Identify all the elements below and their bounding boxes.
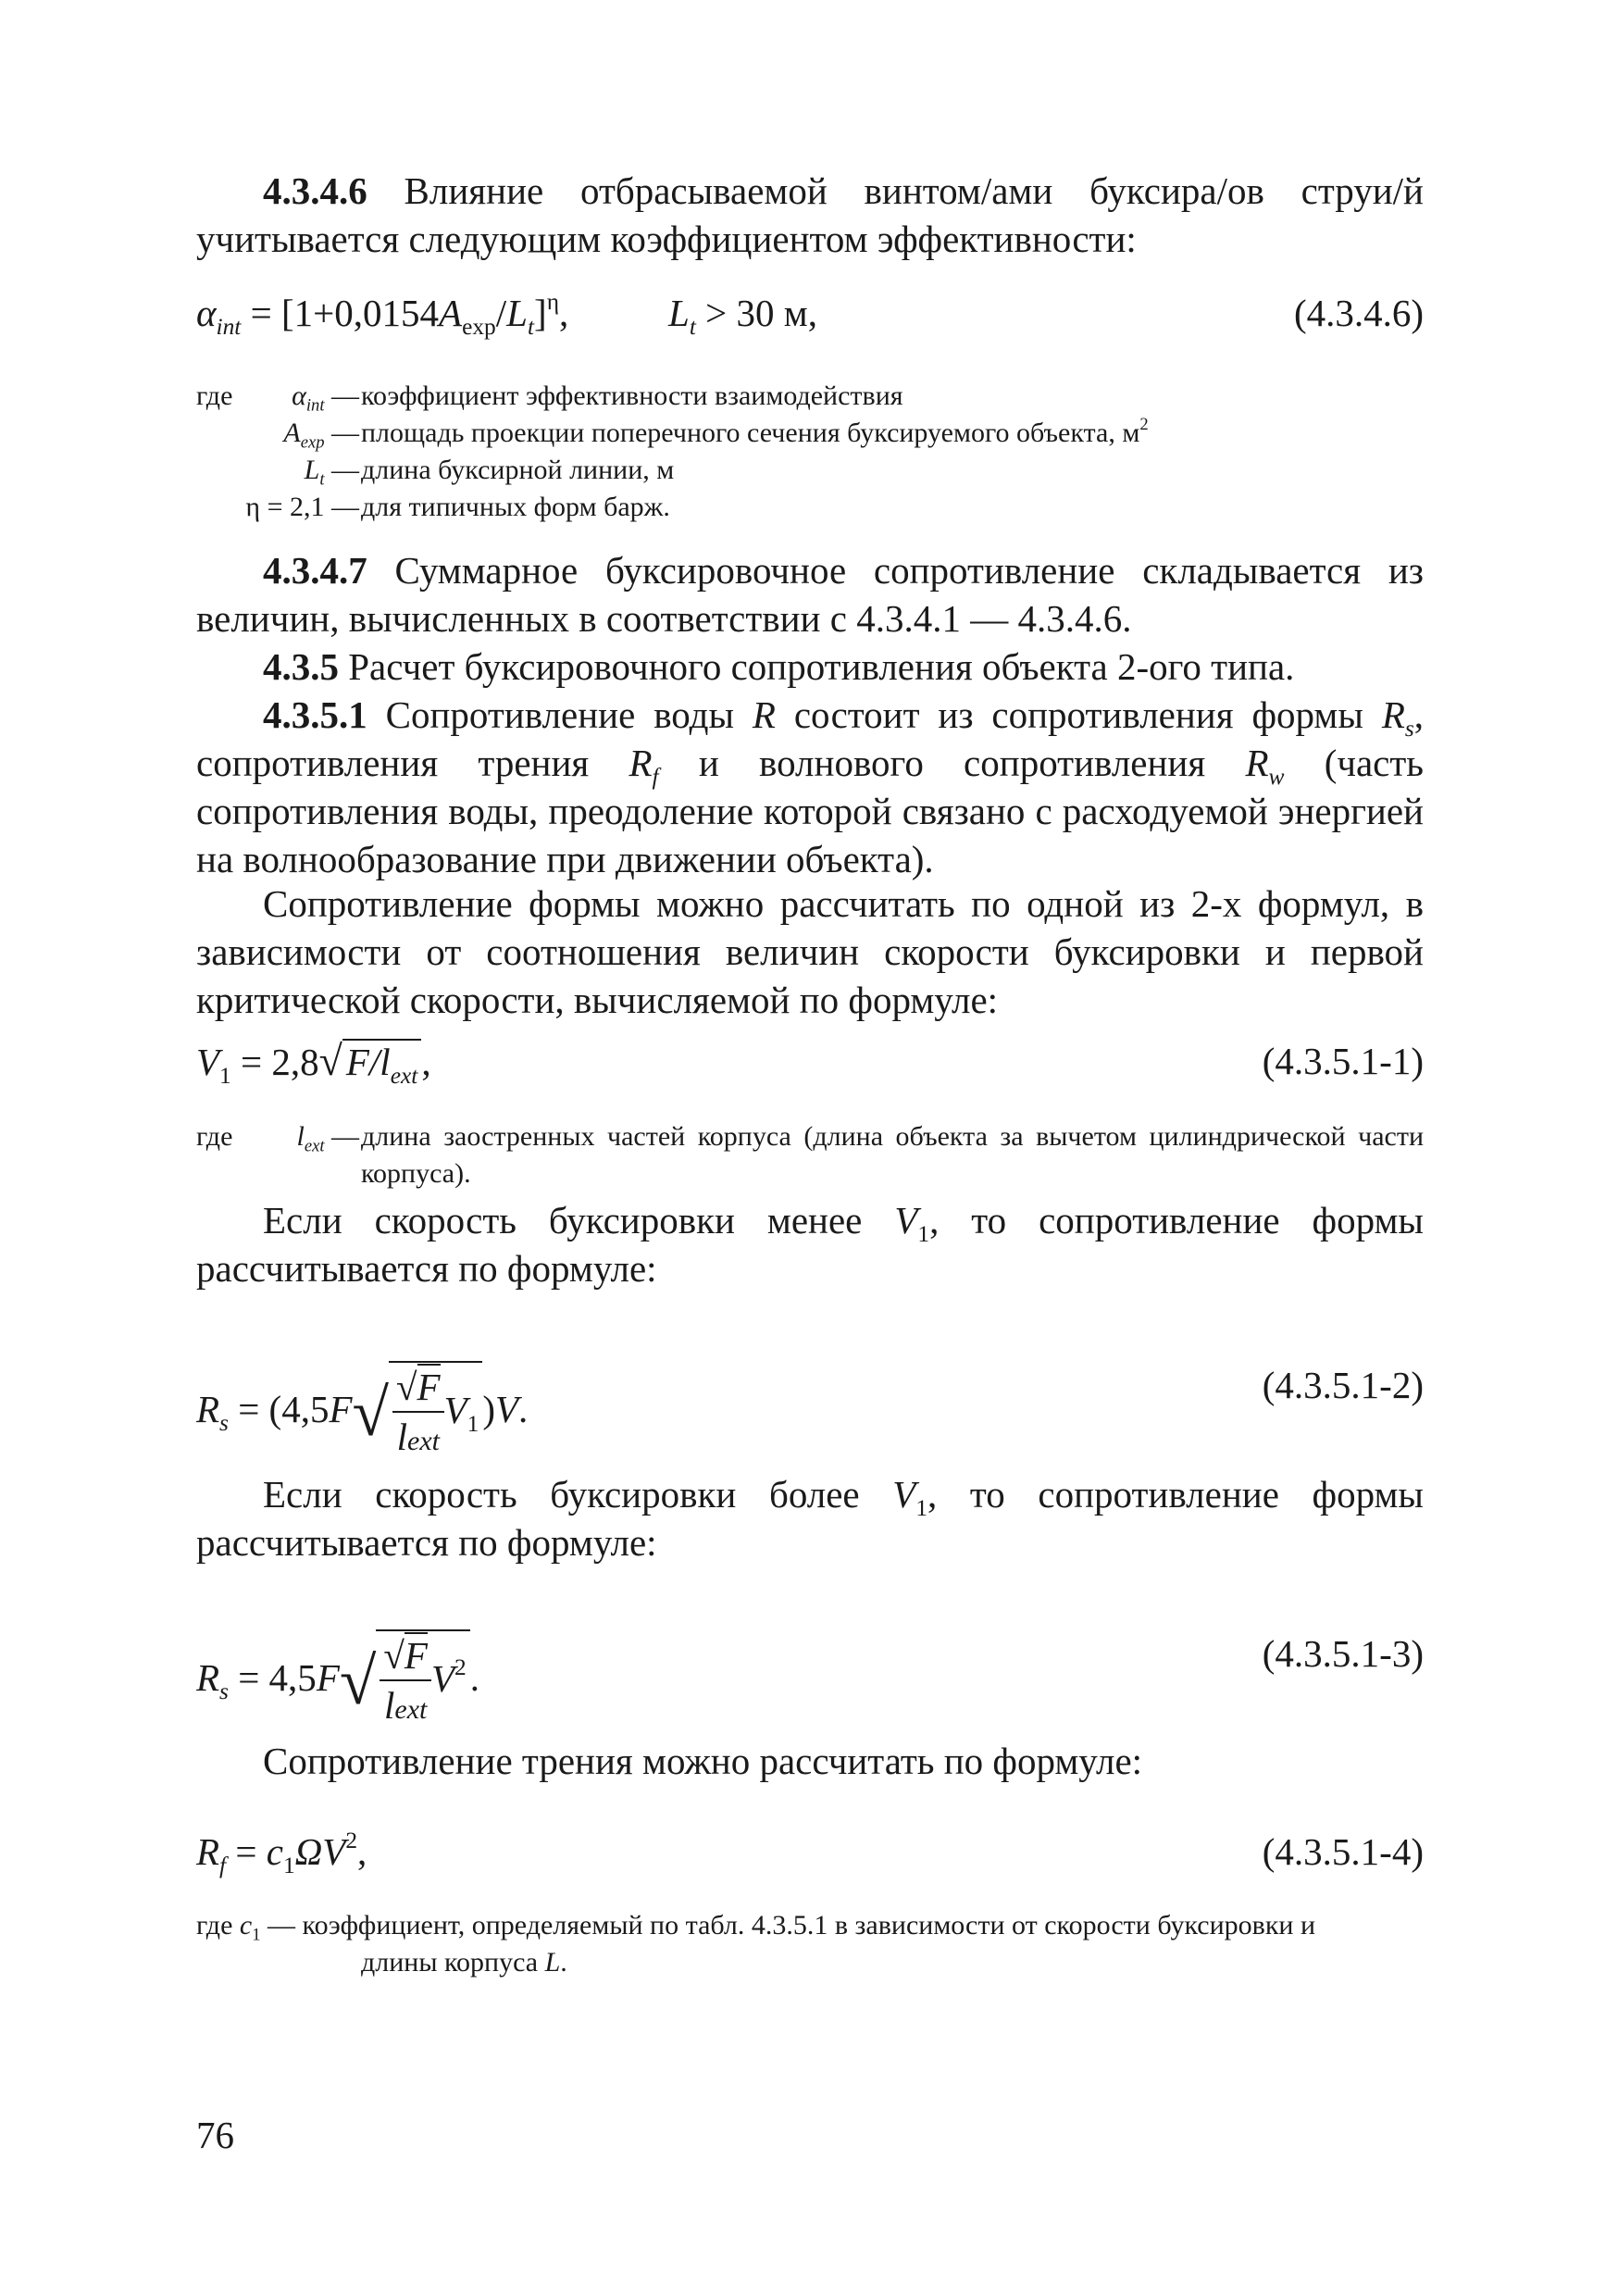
symbol: V	[495, 1387, 519, 1430]
equation-text: .	[518, 1387, 529, 1430]
paragraph-4-3-5	[196, 643, 1424, 691]
equation-text: ]	[534, 292, 547, 334]
where-text: длина заостренных частей корпуса (длина объекта за вычетом цилиндрической части корпуса).	[361, 1121, 1424, 1189]
dash: —	[324, 455, 359, 485]
superscript: 2	[345, 1828, 358, 1854]
where-row	[196, 1944, 1424, 1981]
where-label: где	[196, 381, 233, 411]
subscript: s	[1404, 715, 1414, 742]
symbol: V	[430, 1656, 454, 1700]
where-block-2	[196, 1118, 1424, 1189]
symbol: R	[196, 1387, 220, 1430]
text: — коэффициент, определяемый по табл. 4.3.5.1 в зависимости от скорости буксировки и	[260, 1910, 1316, 1940]
paragraph-4-3-5-1	[196, 691, 1424, 883]
where-row	[196, 489, 1424, 526]
where-text: для типичных форм барж.	[361, 492, 670, 522]
symbol: R	[629, 742, 653, 784]
subscript: ext	[394, 1694, 428, 1725]
symbol: L	[544, 1947, 561, 1978]
fraction	[380, 1631, 431, 1734]
sqrt-radicand	[389, 1361, 482, 1466]
equation-number: (4.3.5.1-1)	[1262, 1040, 1424, 1082]
symbol: l	[383, 1684, 395, 1727]
subscript: int	[216, 313, 242, 340]
where-row	[196, 378, 1424, 415]
subscript: exp	[300, 432, 325, 453]
symbol: V	[196, 1041, 220, 1083]
subscript: t	[319, 469, 325, 490]
subscript: t	[689, 313, 696, 340]
text: Сопротивление воды	[367, 693, 753, 736]
paragraph-4-3-4-7	[196, 546, 1424, 643]
equation-number: (4.3.5.1-3)	[1262, 1632, 1424, 1675]
symbol: l	[396, 1416, 408, 1458]
paragraph-text: Расчет буксировочного сопротивления объекта 2-ого типа.	[339, 645, 1295, 688]
sqrt-sign: √	[339, 1643, 377, 1718]
sqrt-sign: √	[318, 1037, 342, 1084]
page-number: 76	[196, 2114, 234, 2156]
equation-4-3-5-1-2	[196, 1342, 1424, 1458]
equation-text: = [1+0,0154	[241, 292, 440, 334]
paragraph-speed-more	[196, 1470, 1424, 1566]
text: Сопротивление трения можно рассчитать по формуле:	[263, 1740, 1143, 1782]
where-text	[361, 415, 1424, 452]
equation-text: = 2,8	[230, 1041, 319, 1083]
numerator: √F	[380, 1631, 431, 1681]
text: , то сопротивление формы рассчитывается по формуле:	[196, 1199, 1424, 1290]
subscript: s	[219, 1409, 229, 1436]
symbol: R	[752, 693, 776, 736]
equation-4-3-5-1-3	[196, 1611, 1424, 1727]
equation-text: )	[482, 1387, 495, 1430]
sqrt-radicand	[376, 1629, 469, 1734]
where-symbol	[270, 378, 359, 415]
subscript: 1	[467, 1410, 479, 1437]
text: состоит из сопротивления формы	[775, 693, 1382, 736]
symbol-l: L	[668, 292, 690, 334]
equation-text: ,	[558, 292, 569, 334]
paragraph-4-3-4-6	[196, 167, 1424, 263]
paragraph-form-resistance	[196, 880, 1424, 1024]
symbol: R	[1381, 693, 1405, 736]
fraction	[392, 1363, 444, 1466]
subscript: ext	[407, 1426, 440, 1456]
superscript: η	[546, 289, 559, 316]
text: Если скорость буксировки более	[263, 1473, 893, 1516]
equation-text: = 4,5	[228, 1655, 317, 1699]
where-symbol	[261, 1118, 359, 1155]
subscript: f	[219, 1852, 227, 1878]
where-row	[196, 415, 1424, 452]
equation-body	[196, 1361, 528, 1466]
symbol: R	[196, 1830, 220, 1873]
paragraph-text: Суммарное буксировочное сопротивление складывается из величин, вычисленных в соответствии с 4.3.4.1 — 4.3.4.6.	[196, 549, 1424, 640]
section-number: 4.3.4.7	[263, 549, 367, 592]
symbol: F	[329, 1387, 353, 1430]
where-text: длина буксирной линии, м	[361, 455, 675, 485]
text: длины корпуса	[361, 1947, 545, 1978]
subscript: 1	[252, 1925, 261, 1945]
denominator	[380, 1681, 431, 1734]
symbol: c	[239, 1910, 253, 1940]
equation-4-3-5-1-1	[196, 1037, 1424, 1092]
equation-text: .	[469, 1655, 479, 1699]
subscript: int	[305, 395, 325, 416]
where-text	[196, 1907, 1424, 1944]
text: .	[560, 1947, 567, 1978]
paragraph-friction	[196, 1737, 1424, 1785]
symbol-a: A	[439, 292, 463, 334]
subscript: t	[527, 313, 535, 340]
where-row	[196, 1118, 1424, 1189]
subscript: f	[652, 763, 659, 790]
symbol: F	[404, 1634, 428, 1677]
symbol: R	[196, 1655, 220, 1699]
symbol: A	[283, 418, 301, 448]
superscript: 2	[454, 1654, 467, 1681]
text: Сопротивление формы можно рассчитать по одной из 2-х формул, в зависимости от соотношения величин скорости буксировки и первой критической скорости, вычисляемой по формуле:	[196, 882, 1424, 1021]
equation-body	[196, 1629, 479, 1734]
paragraph-speed-less	[196, 1196, 1424, 1292]
equation-4-3-4-6	[196, 289, 1424, 344]
text: (часть сопротивления воды, преодоление которой связано с расходуемой энергией на волнообразование при движении объекта).	[196, 742, 1424, 880]
where-block-3	[196, 1907, 1424, 1981]
subscript: exp	[462, 313, 496, 340]
superscript: 2	[1139, 414, 1149, 434]
symbol: c	[266, 1830, 283, 1873]
subscript: 1	[917, 1220, 930, 1247]
symbol: Ω	[294, 1830, 323, 1873]
where-text	[361, 1944, 1424, 1981]
equation-condition	[668, 289, 817, 340]
subscript: ext	[304, 1136, 325, 1156]
equation-4-3-5-1-4	[196, 1828, 1424, 1883]
dash: —	[324, 1121, 359, 1152]
symbol: F	[316, 1655, 340, 1699]
sqrt-radicand	[342, 1039, 421, 1089]
where-text: коэффициент эффективности взаимодействия	[361, 381, 903, 411]
equation-number: (4.3.5.1-2)	[1262, 1364, 1424, 1406]
text: площадь проекции поперечного сечения буксируемого объекта, м	[361, 418, 1140, 448]
dash: —	[324, 381, 359, 411]
section-number: 4.3.5	[263, 645, 339, 688]
section-number: 4.3.4.6	[263, 169, 367, 212]
text: , то сопротивление формы рассчитывается по формуле:	[196, 1473, 1424, 1564]
where-label: где	[196, 1121, 233, 1152]
symbol-l: L	[506, 292, 528, 334]
equation-text: = (4,5	[228, 1387, 330, 1430]
symbol: V	[322, 1830, 346, 1873]
equation-number: (4.3.5.1-4)	[1262, 1830, 1424, 1873]
text: Если скорость буксировки менее	[263, 1199, 895, 1242]
subscript: 1	[282, 1852, 295, 1878]
symbol: l	[296, 1121, 305, 1152]
subscript: ext	[390, 1062, 418, 1089]
equation-text: ,	[421, 1041, 431, 1083]
symbol-alpha: α	[196, 292, 217, 334]
subscript: 1	[219, 1062, 231, 1089]
denominator	[392, 1413, 444, 1466]
equation-text: > 30 м,	[695, 292, 817, 334]
text: и волнового сопротивления	[658, 742, 1246, 784]
symbol: R	[1245, 742, 1269, 784]
text: , сопротивления трения	[196, 693, 1425, 784]
subscript: 1	[915, 1494, 928, 1521]
symbol: F/l	[345, 1041, 391, 1083]
paragraph-text: Влияние отбрасываемой винтом/ами буксира/ов струи/й учитывается следующим коэффициентом эффективности:	[196, 169, 1424, 260]
symbol: V	[892, 1473, 916, 1516]
equation-text: ,	[357, 1830, 367, 1873]
sqrt-sign: √	[352, 1375, 390, 1450]
equation-text: /	[495, 292, 507, 334]
where-symbol	[270, 452, 359, 489]
symbol: α	[292, 381, 306, 411]
symbol: F	[417, 1366, 441, 1408]
section-number: 4.3.5.1	[263, 693, 367, 736]
subscript: s	[219, 1678, 229, 1704]
subscript: w	[1268, 763, 1285, 790]
numerator: √F	[392, 1363, 444, 1413]
symbol: V	[443, 1388, 467, 1431]
symbol: L	[304, 455, 320, 485]
where-row	[196, 1907, 1424, 1944]
equation-number: (4.3.4.6)	[1293, 292, 1424, 334]
where-label: где	[196, 1910, 240, 1940]
equation-text: =	[226, 1830, 267, 1873]
where-symbol	[252, 415, 359, 452]
where-row	[196, 452, 1424, 489]
where-symbol: η = 2,1 —	[245, 492, 359, 522]
symbol: V	[894, 1199, 918, 1242]
dash: —	[324, 418, 359, 448]
where-block-1	[196, 378, 1424, 526]
